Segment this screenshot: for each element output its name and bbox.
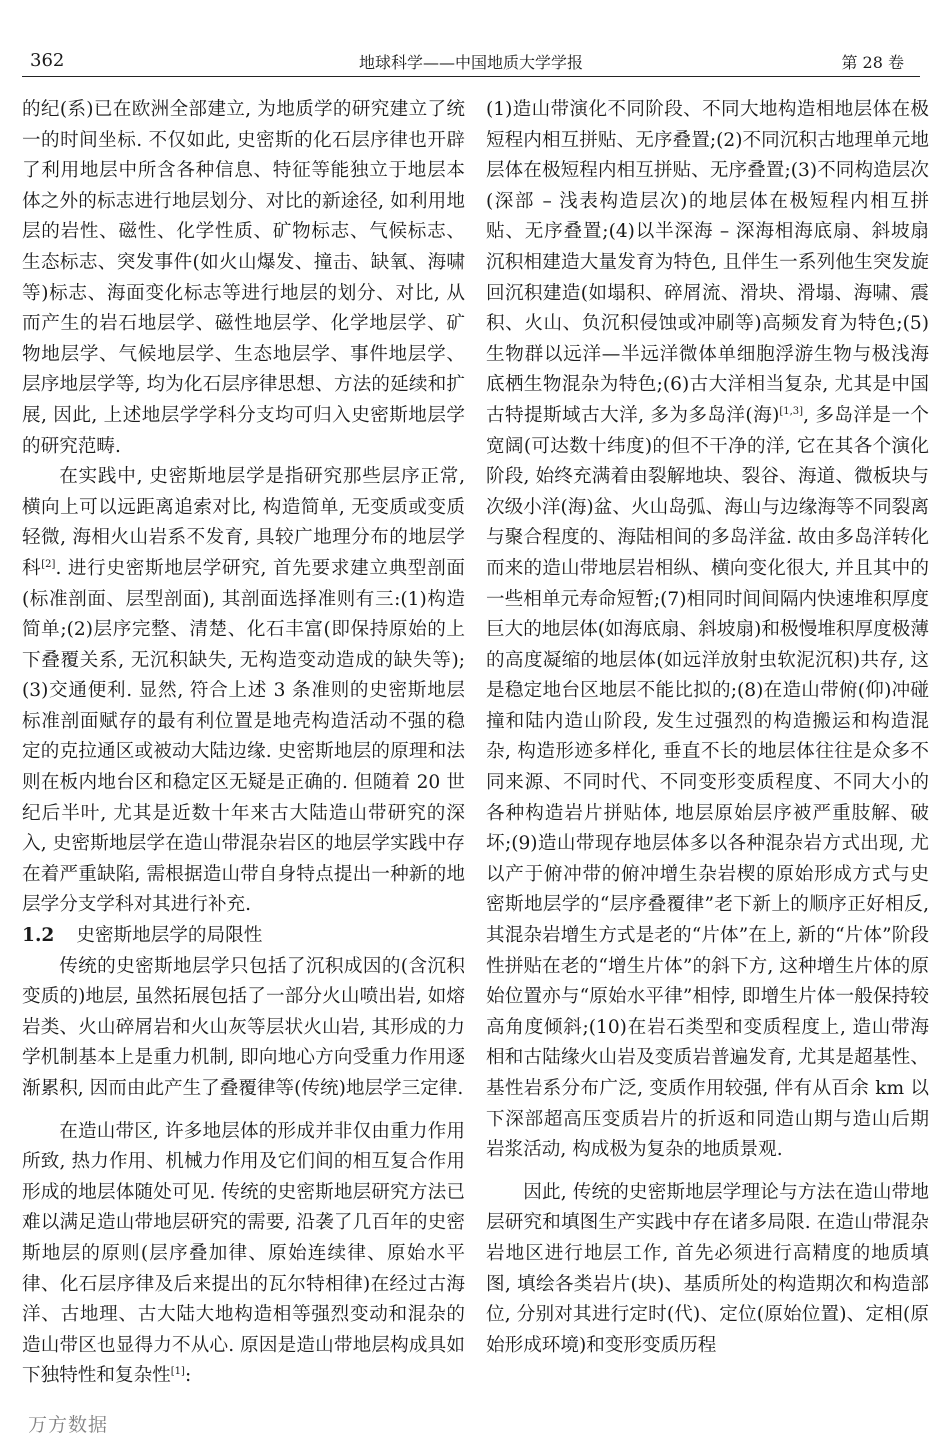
paragraph: 传统的史密斯地层学只包括了沉积成因的(含沉积变质的)地层, 虽然拓展包括了一部分火山喷出岩, 如熔岩类、火山碎屑岩和火山灰等层状火山岩, 其形成的力学机制基本上是重力机制, 即向地心方向受重力作用逐渐累积, 因而由此产生了叠覆律等(传统)地层学三定律. — [22, 955, 465, 1099]
volume-label: 第 28 卷 — [841, 53, 904, 72]
paragraph-text: (1)造山带演化不同阶段、不同大地构造相地层体在极短程内相互拼贴、无序叠置;(2)不同沉积古地理单元地层体在极短程内相互拼贴、无序叠置;(3)不同构造层次(深部 – 浅表构造层次)的地层体在极短程内相互拼贴、无序叠置;(4)以半深海 – 深海相海底扇、斜坡扇沉积相建造大量发育为特色, 且伴生一系列他生突发旋回沉积建造(如塌积、碎屑流、滑块、滑塌、海啸、震积、火山、负沉积侵蚀或冲刷等)高频发育为特色;(5)生物群以远洋—半远洋微体单细胞浮游生物与极浅海底栖生物混杂为特色;(6)古大洋相当复杂, 尤其是中国古特提斯域古大洋, 多为多岛洋(海) — [486, 99, 929, 426]
citation-ref: [1,3] — [779, 405, 804, 417]
right-column — [486, 95, 929, 1361]
paragraph-text: 在实践中, 史密斯地层学是指研究那些层序正常, 横向上可以远距离追索对比, 构造简单, 无变质或变质轻微, 海相火山岩系不发育, 具较广地理分布的地层学科 — [22, 466, 465, 579]
paragraph — [22, 1117, 465, 1392]
paragraph — [22, 462, 465, 921]
paragraph-text: 在造山带区, 许多地层体的形成并非仅由重力作用所致, 热力作用、机械力作用及它们间的相互复合作用形成的地层体随处可见. 传统的史密斯地层研究方法已难以满足造山带地层研究的需要, 沿袭了几百年的史密斯地层的原则(层序叠加律、原始连续律、原始水平律、化石层序律及后来提出的瓦尔特相律)在经过古海洋、古地理、古大陆大地构造相等强烈变动和混杂的造山带区也显得力不从心. 原因是造山带地层构成具如下独特性和复杂性 — [22, 1120, 465, 1387]
page-number: 362 — [30, 50, 65, 71]
citation-ref: [2] — [41, 558, 56, 570]
section-heading — [22, 921, 465, 952]
paragraph — [486, 95, 929, 1166]
paragraph: 因此, 传统的史密斯地层学理论与方法在造山带地层研究和填图生产实践中存在诸多局限. 在造山带混杂岩地区进行地层工作, 首先必须进行高精度的地质填图, 填绘各类岩片(块)、基质所处的构造期次和构造部位, 分别对其进行定时(代)、定位(原始位置)、定相(原始形成环境)和变形变质历程 — [486, 1181, 929, 1356]
paragraph-text: . 进行史密斯地层学研究, 首先要求建立典型剖面(标准剖面、层型剖面), 其剖面选择准则有三:(1)构造简单;(2)层序完整、清楚、化石丰富(即保持原始的上下叠覆关系, 无沉积缺失, 无构造变动造成的缺失等);(3)交通便利. 显然, 符合上述 3 条准则的史密斯地层标准剖面赋存的最有利位置是地壳构造活动不强的稳定的克拉通区或被动大陆边缘. 史密斯地层的原理和法则在板内地台区和稳定区无疑是正确的. 但随着 20 世纪后半叶, 尤其是近数十年来古大陆造山带研究的深入, 史密斯地层学在造山带混杂岩区的地层学实践中存在着严重缺陷, 需根据造山带自身特点提出一种新的地层学分支学科对其进行补充. — [22, 557, 465, 916]
section-number: 1.2 — [22, 925, 55, 947]
left-column — [22, 95, 465, 1392]
watermark: 万方数据 — [28, 1414, 109, 1436]
running-header — [22, 40, 920, 77]
paragraph-text: , 多岛洋是一个宽阔(可达数十纬度)的但不干净的洋, 它在其各个演化阶段, 始终充满着由裂解地块、裂谷、海道、微板块与次级小洋(海)盆、火山岛弧、海山与边缘海等不同裂离与聚合程度的、海陆相间的多岛洋盆. 故由多岛洋转化而来的造山带地层岩相纵、横向变化很大, 并且其中的一些相单元寿命短暂;(7)相同时间间隔内快速堆积厚度巨大的地层体(如海底扇、斜坡扇)和极慢堆积厚度极薄的高度凝缩的地层体(如远洋放射虫软泥沉积)共存, 这是稳定地台区地层不能比拟的;(8)在造山带俯(仰)冲碰撞和陆内造山阶段, 发生过强烈的构造搬运和构造混杂, 构造形迹多样化, 垂直不长的地层体往往是众多不同来源、不同时代、不同变形变质程度、不同大小的各种构造岩片拼贴体, 地层原始层序被严重肢解、破坏;(9)造山带现存地层体多以各种混杂岩方式出现, 尤以产于俯冲带的俯冲增生杂岩楔的原始形成方式与史密斯地层学的“层序叠覆律”老下新上的顺序正好相反, 其混杂岩增生方式是老的“片体”在上, 新的“片体”阶段性拼贴在老的“增生片体”的斜下方, 这种增生片体的原始位置亦与“原始水平律”相悖, 即增生片体一般保持较高角度倾斜;(10)在岩石类型和变质程度上, 造山带海相和古陆缘火山岩及变质岩普遍发育, 尤其是超基性、基性岩系分布广泛, 变质作用较强, 伴有从百余 km 以下深部超高压变质岩片的折返和同造山期与造山后期岩浆活动, 构成极为复杂的地质景观. — [486, 404, 929, 1161]
section-title: 史密斯地层学的局限性 — [76, 925, 263, 947]
journal-title: 地球科学——中国地质大学学报 — [358, 53, 583, 72]
paragraph: 的纪(系)已在欧洲全部建立, 为地质学的研究建立了统一的时间坐标. 不仅如此, 史密斯的化石层序律也开辟了利用地层中所含各种信息、特征等能独立于地层本体之外的标志进行地层划分、对比的新途径, 如利用地层的岩性、磁性、化学性质、矿物标志、气候标志、生态标志、突发事件(如火山爆发、撞击、缺氧、海啸等)标志、海面变化标志等进行地层的划分、对比, 从而产生的岩石地层学、磁性地层学、化学地层学、矿物地层学、气候地层学、生态地层学、事件地层学、层序地层学等, 均为化石层序律思想、方法的延续和扩展, 因此, 上述地层学学科分支均可归入史密斯地层学的研究范畴. — [22, 99, 465, 457]
paragraph-text: : — [184, 1365, 192, 1387]
citation-ref: [1] — [170, 1366, 185, 1378]
